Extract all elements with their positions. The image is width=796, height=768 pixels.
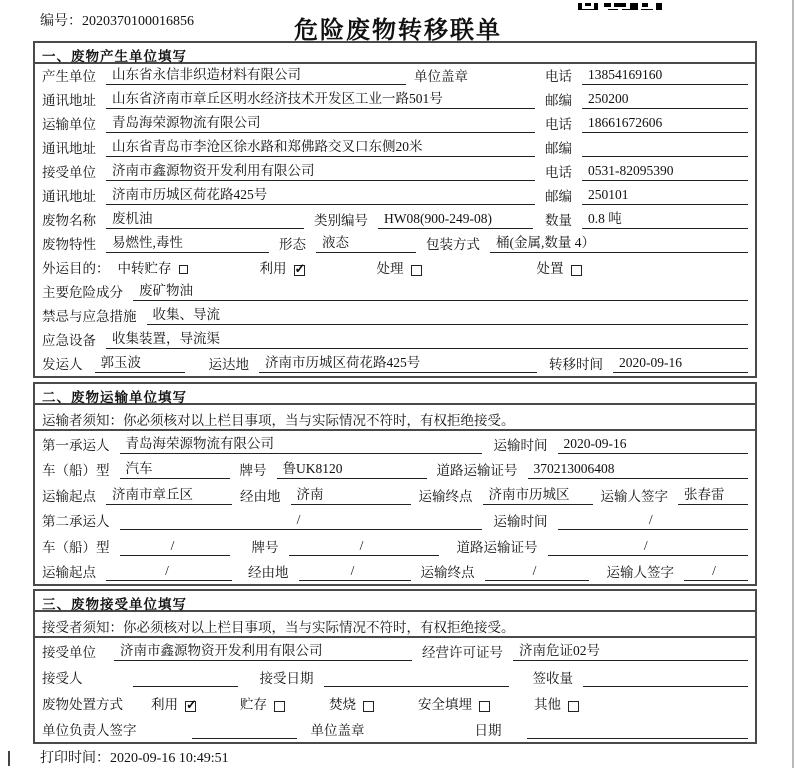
second-road-permit-label: 道路运输证号 [456, 539, 538, 555]
receiver-unit-field: 济南市鑫源物资开发利用有限公司 [106, 163, 535, 181]
second-route-end-label: 运输终点 [420, 565, 475, 580]
qr-code-icon [578, 3, 662, 10]
first-route-end-field: 济南市历城区 [483, 487, 593, 505]
disposal-option-other [534, 697, 579, 713]
first-plate-label: 牌号 [239, 463, 267, 478]
transporter-address-label: 通讯地址 [42, 141, 96, 156]
disposal-incinerate-checkbox [363, 701, 374, 712]
row-taboo-measures [35, 304, 755, 328]
transfer-time-field: 2020-09-16 [613, 355, 748, 373]
emergency-equipment-field: 收集装置，导流渠 [106, 331, 748, 349]
second-route-end-field: / [485, 563, 589, 581]
row-receiver-address [35, 184, 755, 208]
row-responsible-sign [35, 716, 755, 742]
receiver-address-label: 通讯地址 [42, 189, 96, 204]
second-transport-time-label: 运输时间 [493, 514, 548, 529]
responsible-sign-field [192, 721, 297, 739]
producer-address-label: 通讯地址 [42, 93, 96, 108]
destination-label: 运达地 [208, 357, 249, 372]
disposal-storage-checkbox [274, 701, 285, 712]
sign-date-field [527, 721, 749, 739]
row-receiving-unit [35, 638, 755, 664]
row-first-carrier [35, 431, 755, 457]
first-route-end-label: 运输终点 [418, 488, 473, 504]
second-route-via-field: / [299, 563, 411, 581]
purpose-option-dispose [537, 261, 582, 277]
row-transporter [35, 112, 755, 136]
row-hazard-components [35, 280, 755, 304]
producer-unit-field: 山东省永信非织造材料有限公司 [106, 67, 406, 85]
receiver-zip-field: 250101 [582, 187, 748, 205]
row-emergency-equipment [35, 328, 755, 352]
first-carrier-label: 第一承运人 [42, 437, 110, 453]
waste-category-label: 类别编号 [314, 213, 368, 228]
serial-label: 编号： [40, 14, 82, 29]
row-waste-props [35, 232, 755, 256]
disposal-option-utilize [151, 697, 196, 713]
waste-form-label: 形态 [279, 237, 306, 252]
transporter-notice: 运输者须知：你必须核对以上栏目事项，当与实际情况不符时，有权拒绝接受。 [35, 405, 755, 431]
serial-value: 2020370100016856 [82, 14, 194, 29]
second-route-start-field: / [106, 563, 232, 581]
producer-unit-label: 产生单位 [42, 69, 96, 84]
second-carrier-field: / [120, 512, 482, 530]
second-vehicle-type-field: / [120, 538, 230, 556]
row-receiver [35, 160, 755, 184]
packing-label: 包装方式 [426, 237, 480, 252]
waste-name-field: 废机油 [106, 211, 304, 229]
row-second-carrier [35, 508, 755, 534]
emergency-equipment-label: 应急设备 [42, 333, 96, 348]
section-transporter [33, 382, 757, 586]
disposal-landfill-label: 安全填埋 [418, 697, 472, 712]
second-vehicle-type-label: 车（船）型 [42, 539, 110, 555]
purpose-utilize-label: 利用 [259, 261, 287, 276]
purpose-option-utilize [260, 261, 305, 277]
waste-qty-field: 0.8 吨 [582, 211, 748, 229]
received-qty-field [583, 669, 748, 687]
transporter-tel-field: 18661672606 [582, 115, 748, 133]
disposal-landfill-checkbox [479, 701, 490, 712]
page-corner-mark [8, 751, 10, 766]
waste-form-field: 液态 [316, 235, 416, 253]
receiver-tel-field: 0531-82095390 [582, 163, 748, 181]
disposal-storage-label: 贮存 [240, 697, 267, 712]
received-qty-label: 签收量 [532, 671, 573, 686]
print-time [40, 747, 796, 767]
purpose-option-treat [377, 261, 422, 277]
print-time-value: 2020-09-16 10:49:51 [110, 751, 229, 766]
section-receiver [33, 589, 757, 744]
disposal-option-storage [240, 697, 285, 713]
receiver-seal-label: 单位盖章 [310, 723, 365, 738]
first-route-start-label: 运输起点 [42, 488, 96, 504]
disposal-incinerate-label: 焚烧 [329, 697, 356, 712]
hazard-components-label: 主要危险成分 [42, 285, 123, 300]
first-plate-field: 鲁UK8120 [277, 461, 427, 479]
waste-name-label: 废物名称 [42, 213, 96, 228]
first-vehicle-type-field: 汽车 [120, 461, 230, 479]
waste-category-field: HW08(900-249-08) [378, 211, 533, 229]
page-edge-line [792, 0, 794, 768]
receiver-tel-label: 电话 [545, 165, 572, 180]
first-route-via-label: 经由地 [240, 488, 281, 504]
disposal-utilize-checkbox [185, 701, 196, 712]
waste-props-field: 易燃性,毒性 [106, 235, 269, 253]
shipper-field: 郭玉波 [95, 355, 185, 373]
first-road-permit-field: 370213006408 [528, 461, 749, 479]
producer-tel-label: 电话 [545, 69, 572, 84]
second-carrier-sign-label: 运输人签字 [606, 565, 674, 580]
row-producer [35, 64, 755, 88]
first-transport-time-field: 2020-09-16 [558, 436, 749, 454]
receiving-person-field [133, 669, 238, 687]
second-route-start-label: 运输起点 [42, 565, 96, 580]
producer-zip-field: 250200 [582, 91, 748, 109]
destination-field: 济南市历城区荷花路425号 [259, 355, 537, 373]
second-road-permit-field: / [548, 538, 749, 556]
receiving-unit-field: 济南市鑫源物资开发利用有限公司 [114, 643, 412, 661]
receiver-address-field: 济南市历城区荷花路425号 [106, 187, 535, 205]
producer-tel-field: 13854169160 [582, 67, 748, 85]
receiver-notice: 接受者须知：你必须核对以上栏目事项，当与实际情况不符时，有权拒绝接受。 [35, 612, 755, 638]
disposal-other-label: 其他 [534, 697, 561, 712]
disposal-other-checkbox [568, 701, 579, 712]
packing-field: 桶(金属,数量 4） [490, 235, 748, 253]
row-shipper [35, 352, 755, 376]
row-first-vehicle [35, 457, 755, 483]
first-carrier-sign-field: 张春雷 [678, 487, 748, 505]
first-carrier-field: 青岛海荣源物流有限公司 [120, 436, 482, 454]
first-route-start-field: 济南市章丘区 [106, 487, 232, 505]
disposal-utilize-label: 利用 [151, 697, 178, 712]
section-producer [33, 41, 757, 378]
second-plate-label: 牌号 [251, 539, 279, 555]
row-transfer-purpose [35, 256, 755, 280]
receiver-zip-label: 邮编 [545, 189, 572, 204]
producer-zip-label: 邮编 [545, 93, 572, 108]
shipper-label: 发运人 [42, 357, 83, 372]
receiving-person-label: 接受人 [42, 671, 83, 686]
purpose-transfer-storage-label: 中转贮存 [117, 261, 172, 276]
document-header [0, 0, 796, 44]
row-first-route [35, 482, 755, 508]
second-plate-field: / [289, 538, 439, 556]
purpose-utilize-checkbox [294, 265, 305, 276]
transporter-unit-label: 运输单位 [42, 117, 96, 132]
print-time-label: 打印时间： [40, 751, 110, 766]
purpose-treat-label: 处理 [376, 261, 404, 276]
transfer-time-label: 转移时间 [549, 357, 603, 372]
page-title: 危险废物转移联单 [294, 18, 502, 44]
transporter-address-field: 山东省青岛市李沧区徐水路和郑佛路交叉口东侧20米 [106, 139, 535, 157]
transporter-unit-field: 青岛海荣源物流有限公司 [106, 115, 535, 133]
section2-title: 二、废物运输单位填写 [35, 384, 755, 405]
transporter-tel-label: 电话 [545, 117, 572, 132]
permit-number-label: 经营许可证号 [422, 645, 503, 660]
purpose-treat-checkbox [411, 265, 422, 276]
section1-title: 一、废物产生单位填写 [35, 43, 755, 64]
receiving-unit-label: 接受单位 [42, 645, 96, 660]
section3-title: 三、废物接受单位填写 [35, 591, 755, 612]
permit-number-field: 济南危证02号 [513, 643, 748, 661]
disposal-method-label: 废物处置方式 [42, 697, 123, 712]
purpose-dispose-checkbox [571, 265, 582, 276]
transporter-zip-label: 邮编 [545, 141, 572, 156]
sign-date-label: 日期 [474, 723, 502, 738]
serial-number [40, 10, 194, 30]
row-second-vehicle [35, 533, 755, 559]
receiver-unit-label: 接受单位 [42, 165, 96, 180]
second-carrier-label: 第二承运人 [42, 514, 110, 529]
purpose-label: 外运目的： [42, 261, 110, 276]
first-vehicle-type-label: 车（船）型 [42, 463, 110, 478]
row-producer-address [35, 88, 755, 112]
second-carrier-sign-field: / [684, 563, 748, 581]
waste-props-label: 废物特性 [42, 237, 96, 252]
row-waste-name [35, 208, 755, 232]
first-transport-time-label: 运输时间 [493, 437, 548, 453]
producer-address-field: 山东省济南市章丘区明水经济技术开发区工业一路501号 [106, 91, 535, 109]
second-transport-time-field: / [558, 512, 749, 530]
purpose-transfer-storage-checkbox [179, 265, 188, 274]
purpose-option-transfer-storage [118, 261, 188, 277]
disposal-option-incinerate [329, 697, 374, 713]
first-carrier-sign-label: 运输人签字 [600, 488, 668, 504]
receiving-date-field [324, 669, 509, 687]
row-disposal-method [35, 690, 755, 716]
qr-code-fragment [578, 0, 662, 10]
transporter-zip-field [582, 139, 748, 157]
second-route-via-label: 经由地 [248, 565, 289, 580]
taboo-measures-label: 禁忌与应急措施 [42, 309, 137, 324]
waste-qty-label: 数量 [545, 213, 572, 228]
first-route-via-field: 济南 [291, 487, 411, 505]
receiving-date-label: 接受日期 [259, 671, 314, 686]
disposal-option-landfill [418, 697, 490, 713]
taboo-measures-field: 收集、导流 [147, 307, 749, 325]
first-road-permit-label: 道路运输证号 [436, 463, 518, 478]
hazard-components-field: 废矿物油 [133, 283, 748, 301]
row-transporter-address [35, 136, 755, 160]
purpose-dispose-label: 处置 [536, 261, 564, 276]
row-receiving-person [35, 664, 755, 690]
unit-seal-label: 单位盖章 [414, 69, 468, 84]
row-second-route [35, 559, 755, 585]
responsible-sign-label: 单位负责人签字 [42, 723, 137, 738]
